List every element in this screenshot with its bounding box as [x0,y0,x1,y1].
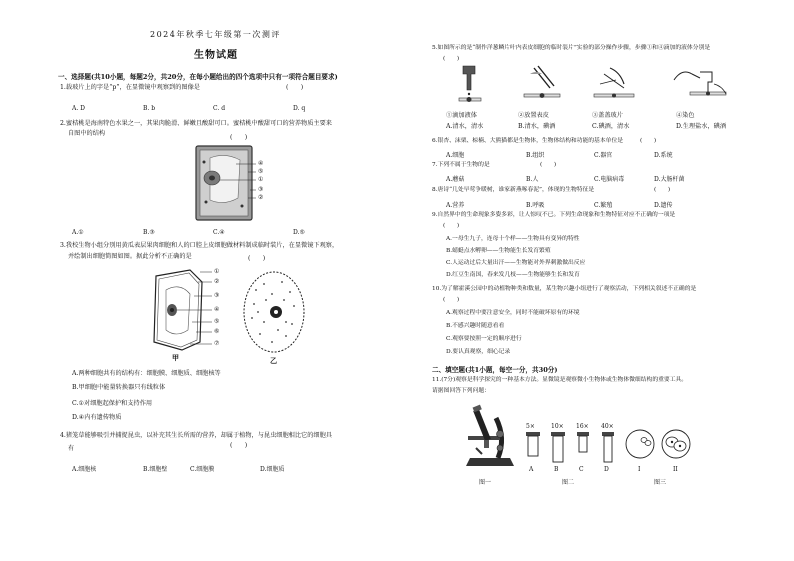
step1-dropper-icon [455,64,485,108]
field-label-2: II [673,466,678,473]
q3-label-6: ⑥ [214,328,220,335]
q1-option-b: B. b [143,105,156,112]
q4-paren: ( ) [230,442,248,449]
q10-option-c: C.观察要按照一定的顺序进行 [446,336,522,342]
plant-cell-diagram [190,142,280,224]
q9-option-d: D.红豆生南国，春来发几枝——生物能够生长和发育 [446,272,580,278]
q2-paren: ( ) [230,134,248,141]
q10-option-b: B.不感兴趣时随意看看 [446,323,505,329]
q3-fig-label-right: 乙 [270,356,277,365]
q3-stem-line2: 并绘制出细胞简图如图。据此分析不正确的是 [68,253,192,260]
fig1-caption: 图一 [479,479,492,486]
q5-option-a: A.清水，清水 [446,123,484,130]
lens-b-letter: B [554,466,559,473]
q3-label-2: ② [214,278,220,285]
q7-option-c: C.电脑病毒 [594,176,625,183]
q3-label-7: ⑦ [214,340,220,347]
field-of-view-illustration [624,428,694,462]
q4-option-d: D.细胞质 [260,466,285,473]
q8-paren: ( ) [654,187,671,193]
lens-d-letter: D [604,466,609,473]
q9-paren: ( ) [443,223,460,229]
q3-fig-label-left: 甲 [172,353,179,362]
q4-stem-line2: 有 [68,445,75,452]
q7-option-a: A.蘑菇 [446,176,465,183]
q6-paren: ( ) [640,138,657,144]
q5-stem: 5.如图所示的是“制作洋葱鳞片叶内表皮细胞的临时装片”实验的部分操作步骤，步骤①和④滴加的液体分别是 [432,45,711,51]
lens-d-power: 40× [601,423,614,430]
step4-staining-icon [670,64,730,108]
section-2-heading: 二、填空题(共1小题，每空一分，共30分) [432,366,558,374]
q2-label-2: ② [258,194,264,201]
q11-stem-line1: 11.(7分)观察是科学探究的一种基本方法。显微镜是观察微小生物体或生物体微细结构的重要工具。 [432,377,688,383]
q2-stem-line2: 自图中的结构 [68,130,106,137]
oral-epithelial-cell-diagram [242,270,306,354]
step3-coverslip-icon [590,64,638,108]
lens-c-letter: C [579,466,584,473]
q3-option-b: B.甲细胞中能量转换器只有线粒体 [72,384,166,391]
q2-label-4: ④ [258,160,264,167]
q1-paren: ( ) [286,84,304,91]
exam-title: 2024年秋季七年级第一次测评 [150,30,281,39]
q2-option-b: B.③ [143,229,155,236]
lenses-illustration [524,430,624,466]
q8-option-a: A.营养 [446,202,465,209]
fig3-caption: 图三 [654,479,667,486]
q9-stem: 9.自然界中的生命现象多姿多彩，让人惊叹不已。下列生命现象和生物特征对应不正确的一项是 [432,212,676,218]
q5-option-d: D.生理盐水，碘酒 [676,123,727,130]
q4-option-a: A.细胞核 [72,466,97,473]
q10-stem: 10.为了解霍溪公园中的动植物种类和数量，某生物兴趣小组进行了观察活动，下列相关叙述不正确的是 [432,286,697,292]
q7-option-d: D.大肠杆菌 [654,176,685,183]
q5-option-c: C.碘酒，清水 [592,123,630,130]
q5-option-b: B.清水，碘酒 [518,123,556,130]
q4-stem-line1: 4.猪笼草能够吸引并捕捉昆虫，以补充其生长所需的营养，却属于植物，与昆虫细胞相比它的细胞具 [60,432,332,439]
q3-option-a: A.两种细胞共有的结构有：细胞膜、细胞质、细胞核等 [72,370,221,377]
q2-label-5: ⑤ [258,168,264,175]
q7-stem: 7.下列不属于生物的是 [432,162,490,168]
step2-tweezers-icon [520,64,564,108]
q3-option-d: D.④内有遗传物质 [72,414,122,421]
field-label-1: I [638,466,641,473]
q5-step-1: ①滴加液体 [446,112,477,119]
q6-option-d: D.系统 [654,152,673,159]
q1-option-d: D. q [293,105,306,112]
q2-label-3: ③ [258,186,264,193]
q9-option-b: B.蜻蜓点水孵卵——生物能生长发育繁殖 [446,248,551,254]
q8-option-b: B.呼吸 [526,202,545,209]
q1-option-c: C. d [213,105,226,112]
section-1-heading: 一、选择题(共10小题，每题2分，共20分，在每小题给出的四个选项中只有一项符合题目要求) [58,73,338,81]
exam-subject: 生物试题 [194,50,238,61]
q4-option-c: C.细胞膜 [190,466,215,473]
lens-a-letter: A [529,466,534,473]
q9-option-a: A.一母生九子，连母十个样——生物具有变异的特性 [446,236,580,242]
q3-label-5: ⑤ [214,318,220,325]
q5-step-3: ③盖盖玻片 [592,112,623,119]
q2-option-d: D.⑤ [293,229,305,236]
lens-b-power: 10× [551,423,564,430]
lens-c-power: 16× [576,423,589,430]
q1-stem: 1.载玻片上的字是“p”，在显微镜中观察到的图像是 [60,84,200,91]
q2-stem-line1: 2.蜜桔桃是海南特色水果之一，其果肉脆滑、鲜嫩且酸甜可口。蜜桔桃中酸甜可口的营养物质主要来 [60,120,332,127]
microscope-illustration [460,404,520,470]
q8-option-d: D.遗传 [654,202,673,209]
q3-option-c: C.①对细胞起保护和支持作用 [72,400,153,407]
q4-option-b: B.细胞壁 [143,466,168,473]
q6-option-c: C.器官 [594,152,613,159]
q1-option-a: A. D [72,105,85,112]
q2-label-1: ① [258,176,264,183]
q7-paren: ( ) [540,162,557,168]
q11-stem-line2: 请据图回答下列问题： [432,388,490,394]
cucumber-cell-diagram [150,268,220,353]
q3-label-1: ① [214,268,220,275]
q6-stem: 6.银杏、沫栗、椋楠、大熊猫都是生物体，生物体结构和功能的基本单位是 [432,138,624,144]
q10-option-d: D.要认真观察，细心记录 [446,349,511,355]
q8-stem: 8.唐诗“几处早莺争暖树，谁家新燕啄春泥”，体现的生物特征是 [432,187,595,193]
q8-option-c: C.繁殖 [594,202,613,209]
q5-step-2: ②放置表皮 [518,112,549,119]
q3-label-4: ④ [214,306,220,313]
q10-paren: ( ) [443,297,460,303]
q3-label-3: ③ [214,292,220,299]
q2-option-c: C.④ [213,229,225,236]
q6-option-b: B.组织 [526,152,545,159]
q9-option-c: C.人运动过后大量出汗——生物能对外界刺激做出反应 [446,260,586,266]
q6-option-a: A.细胞 [446,152,465,159]
q3-paren: ( ) [248,255,266,262]
q3-stem-line1: 3.我校生物小组分别用黄瓜表层果肉细胞和人的口腔上皮细胞做材料制成临时装片，在显微镜下观察， [60,242,339,249]
lens-a-power: 5× [526,423,535,430]
q7-option-b: B.人 [526,176,539,183]
fig2-caption: 图二 [562,479,575,486]
q5-paren: ( ) [443,56,460,62]
q10-option-a: A.观察过程中要注意安全，同时不能破坏原有的环境 [446,310,580,316]
q5-step-4: ④染色 [676,112,695,119]
q2-option-a: A.① [72,229,84,236]
